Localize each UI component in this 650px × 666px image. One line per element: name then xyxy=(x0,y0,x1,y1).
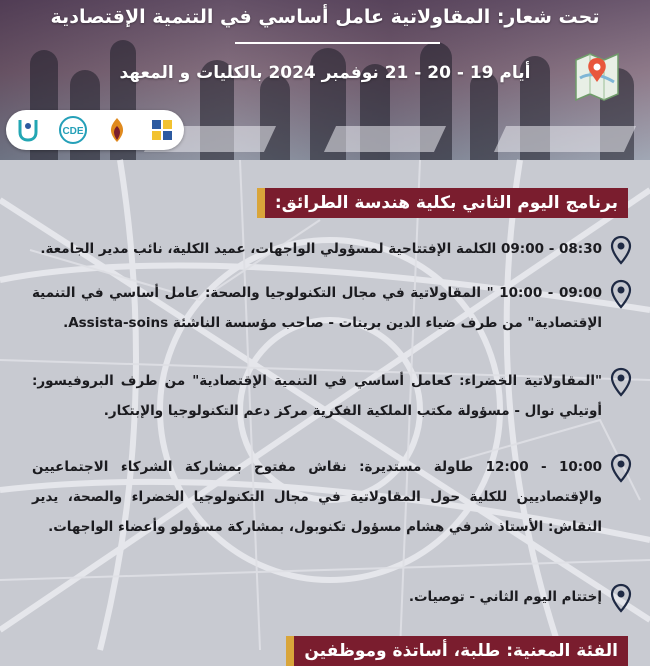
location-pin-icon xyxy=(610,584,632,612)
slogan-title: تحت شعار: المقاولاتية عامل أساسي في التنمية الإقتصادية xyxy=(50,6,600,28)
event-dates: أيام 19 - 20 - 21 نوفمبر 2024 بالكليات و المعهد xyxy=(119,63,531,83)
partner-logos xyxy=(6,110,184,150)
audience-title: الفئة المعنية: طلبة، أساتذة وموظفين xyxy=(286,636,628,666)
program-item-text: "المقاولاتية الخضراء: كعامل أساسي في التنمية الإقتصادية" من طرف البروفيسور: أوتيلي نوال - مسؤولة مكتب الملكية الفكرية مركز دعم التكنولوجيا والإبتكار. xyxy=(32,373,602,419)
university-logo xyxy=(13,115,43,145)
program-item-text: 10:00 - 12:00 طاولة مستديرة: نقاش مفتوح بمشاركة الشركاء الاجتماعيين والإقتصاديين للكلية حول المقاولاتية في مجال التكنولوجيا الخضراء والصحة، يدير النقاش: الأستاذ شرفي هشام مسؤول تكنوبول، بمشاركة مسؤولو وأعضاء الواجهات. xyxy=(32,459,602,535)
program-item xyxy=(32,234,632,264)
partner-logo xyxy=(147,115,177,145)
program-item-text: 08:30 - 09:00 الكلمة الإفتتاحية لمسؤولي الواجهات، عميد الكلية، نائب مدير الجامعة. xyxy=(40,241,602,257)
program-item xyxy=(32,452,632,542)
section-title: برنامج اليوم الثاني بكلية هندسة الطرائق: xyxy=(257,188,628,218)
header-banner xyxy=(0,0,650,160)
title-divider xyxy=(235,42,440,44)
program-item-text: إختتام اليوم الثاني - توصيات. xyxy=(408,589,602,605)
location-pin-icon xyxy=(610,236,632,264)
flame-logo xyxy=(102,115,132,145)
program-item-text: 09:00 - 10:00 " المقاولاتية في مجال التكنولوجيا والصحة: عامل أساسي في التنمية الإقتصادية" من طرف ضياء الدين برينات - صاحب مؤسسة الناشئة Assista-soins. xyxy=(32,285,602,331)
cde-logo-text: CDE xyxy=(62,126,84,137)
program-item xyxy=(32,582,632,612)
program-section xyxy=(0,160,650,661)
cde-logo xyxy=(58,115,88,145)
location-pin-icon xyxy=(610,368,632,396)
map-location-icon xyxy=(574,48,620,104)
location-pin-icon xyxy=(610,280,632,308)
program-item xyxy=(32,366,632,426)
location-pin-icon xyxy=(610,454,632,482)
program-item xyxy=(32,278,632,338)
